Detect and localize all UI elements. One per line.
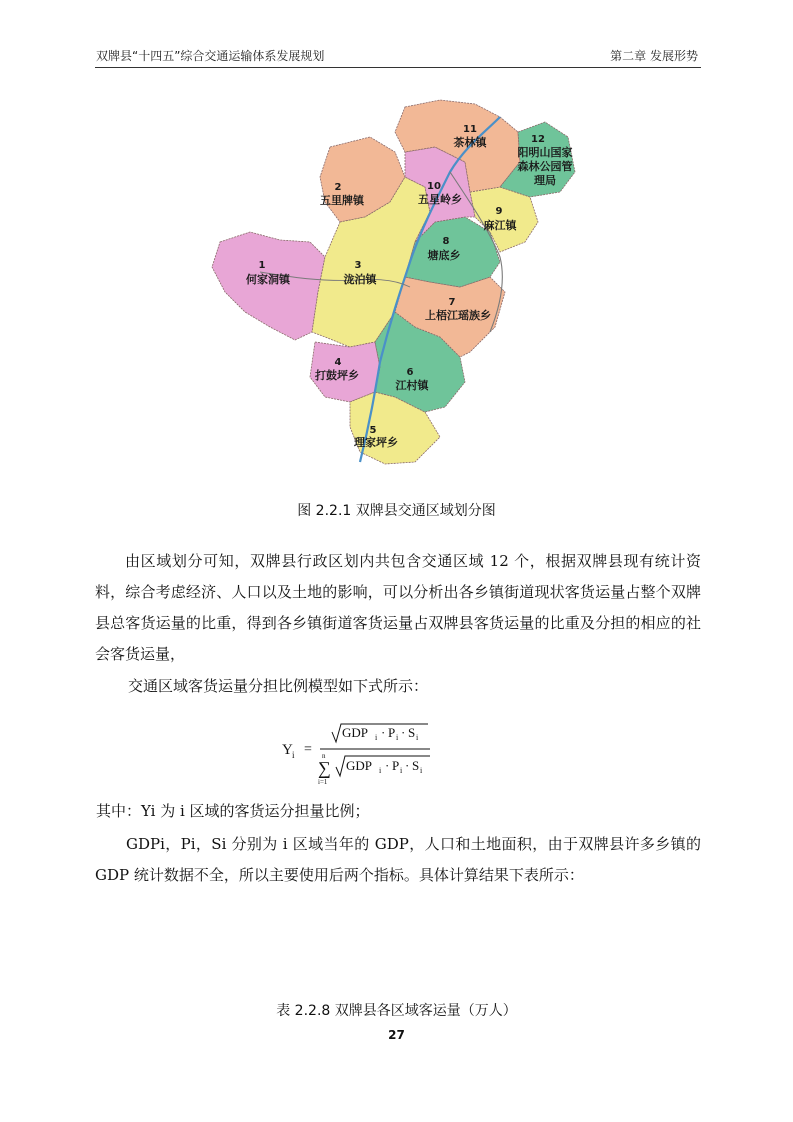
formula-lhs: Y <box>282 742 293 758</box>
table-caption: 表 2.2.8 双牌县各区域客运量（万人） <box>276 1003 517 1019</box>
region-number-9: 9 <box>495 206 503 217</box>
numerator-dot-1: · <box>381 725 386 740</box>
formula-lhs-sub: i <box>292 750 295 760</box>
region-number-12: 12 <box>531 134 545 145</box>
region-number-5: 5 <box>369 425 377 436</box>
region-number-6: 6 <box>406 367 414 378</box>
region-number-4: 4 <box>334 357 342 368</box>
body-paragraph-2: 交通区域客货运量分担比例模型如下式所示： <box>128 677 429 695</box>
region-name-8: 塘底乡 <box>427 249 461 262</box>
formula-svg <box>280 718 460 788</box>
region-name-7: 上梧江瑶族乡 <box>425 309 491 322</box>
figure-caption: 图 2.2.1 双牌县交通区域划分图 <box>297 503 496 519</box>
formula <box>280 718 460 788</box>
sum-sign: ∑ <box>318 758 331 778</box>
denominator-p-sub: i <box>400 766 403 775</box>
region-name-9: 麻江镇 <box>483 219 517 232</box>
region-number-8: 8 <box>442 236 450 247</box>
denominator-gdp: GDP <box>346 758 373 773</box>
numerator-s: S <box>408 725 416 740</box>
denominator-p: P <box>392 758 400 773</box>
region-number-11: 11 <box>463 124 477 135</box>
region-name-1: 何家洞镇 <box>246 273 290 286</box>
region-number-10: 10 <box>427 181 441 192</box>
region-name-10: 五星岭乡 <box>418 193 462 206</box>
region-name-3: 泷泊镇 <box>343 273 377 286</box>
header-rule <box>95 67 701 68</box>
numerator-s-sub: i <box>416 733 419 742</box>
formula-equals: = <box>304 742 312 757</box>
denominator-s: S <box>412 758 420 773</box>
numerator-p: P <box>388 725 396 740</box>
region-number-2: 2 <box>334 182 342 193</box>
region-name-12-line3: 理局 <box>534 174 556 187</box>
region-name-6: 江村镇 <box>395 379 429 392</box>
numerator-gdp-sub: i <box>375 733 378 742</box>
page-number: 27 <box>388 1028 405 1042</box>
region-shape-1 <box>212 232 325 340</box>
region-name-12-line1: 阳明山国家 <box>517 146 573 159</box>
region-number-7: 7 <box>448 297 456 308</box>
region-name-11: 茶林镇 <box>453 136 487 149</box>
region-number-1: 1 <box>258 260 266 271</box>
region-name-12-line2: 森林公园管 <box>517 160 573 173</box>
denominator-s-sub: i <box>420 766 423 775</box>
numerator-dot-2: · <box>401 725 406 740</box>
header-chapter-title: 第二章 发展形势 <box>610 49 698 63</box>
numerator-p-sub: i <box>396 733 399 742</box>
denominator-gdp-sub: i <box>379 766 382 775</box>
body-paragraph-1: 由区域划分可知，双牌县行政区划内共包含交通区域 12 个，根据双牌县现有统计资料，综合考虑经济、人口以及土地的影响，可以分析出各乡镇街道现状客货运量占整个双牌县总客货运量的比重，得到各乡镇街道客货运量占双牌县客货运量的比重及分担的相应的社会客货运量， <box>95 552 701 663</box>
region-name-4: 打鼓坪乡 <box>315 369 359 382</box>
region-name-5: 理家坪乡 <box>354 436 398 449</box>
sum-lower: i=1 <box>318 778 328 786</box>
numerator-gdp: GDP <box>342 725 369 740</box>
region-number-3: 3 <box>354 260 362 271</box>
body-paragraph-3: 其中：Yi 为 i 区域的客货运分担量比例； <box>96 802 370 820</box>
region-name-2: 五里牌镇 <box>320 194 364 207</box>
header-document-title: 双牌县“十四五”综合交通运输体系发展规划 <box>96 49 325 63</box>
zoning-map <box>200 92 600 472</box>
body-paragraph-4: GDPi，Pi，Si 分别为 i 区域当年的 GDP，人口和土地面积，由于双牌县许多乡镇的 GDP 统计数据不全，所以主要使用后两个指标。具体计算结果下表所示： <box>95 835 701 884</box>
denominator-dot-1: · <box>385 758 390 773</box>
sum-upper: n <box>322 752 326 760</box>
denominator-dot-2: · <box>405 758 410 773</box>
zoning-map-svg <box>200 92 600 472</box>
